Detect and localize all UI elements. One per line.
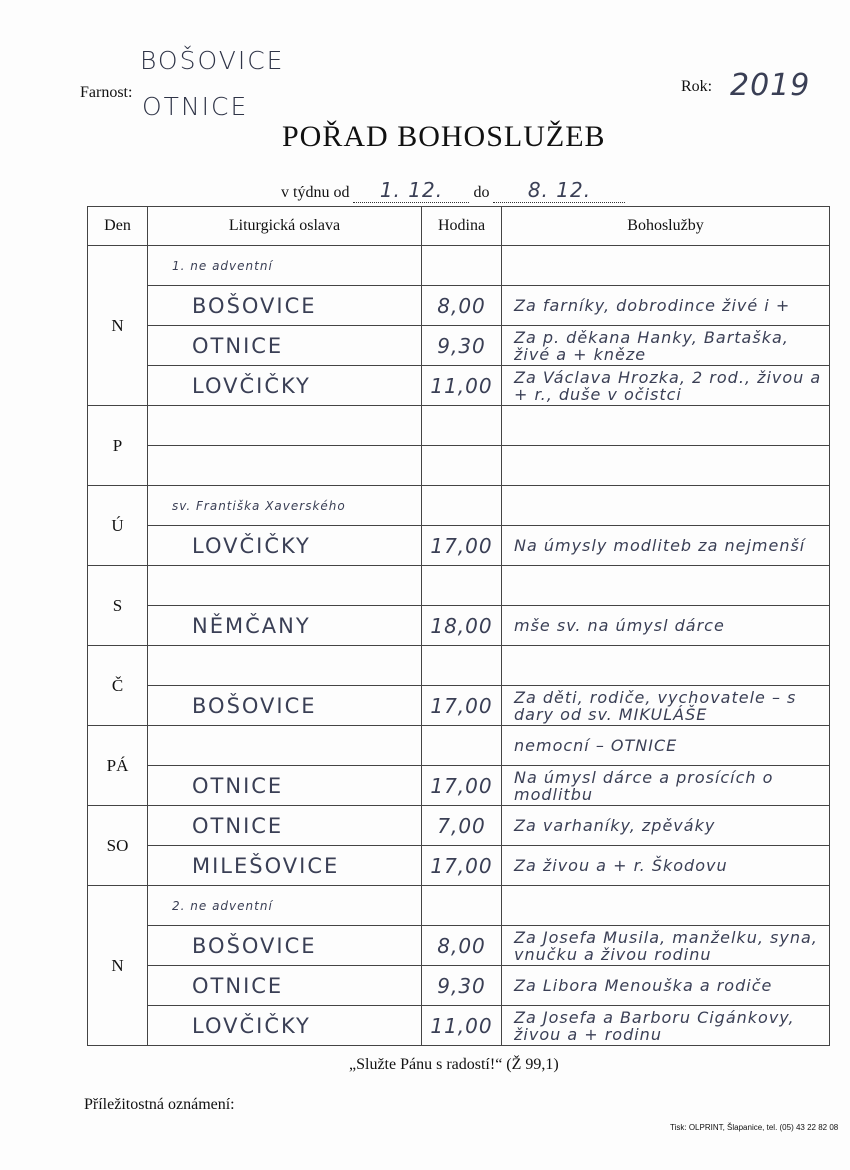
hour-cell: 17,00: [422, 766, 502, 806]
hour-cell: 8,00: [422, 286, 502, 326]
service-cell: Za p. děkana Hanky, Bartaška, živé a + kněze: [502, 326, 830, 366]
table-row: [88, 686, 830, 726]
day-cell: PÁ: [88, 726, 148, 806]
week-from-label: v týdnu od: [281, 184, 350, 201]
hour-cell: 11,00: [422, 366, 502, 406]
table-row: [88, 246, 830, 286]
table-row: [88, 926, 830, 966]
table-row: [88, 446, 830, 486]
service-cell: Za farníky, dobrodince živé i +: [502, 286, 830, 326]
table-row: [88, 886, 830, 926]
parish-label: Farnost:: [80, 84, 133, 101]
table-row: [88, 566, 830, 606]
day-cell: Ú: [88, 486, 148, 566]
service-cell: Za děti, rodiče, vychovatele – s dary od sv. MIKULÁŠE: [502, 686, 830, 726]
hour-cell: 17,00: [422, 686, 502, 726]
table-header-row: [88, 207, 830, 246]
service-cell: Na úmysly modliteb za nejmenší: [502, 526, 830, 566]
day-cell: S: [88, 566, 148, 646]
week-to-field: [493, 178, 625, 203]
table-row: [88, 846, 830, 886]
service-cell: [502, 446, 830, 486]
celebration-cell: [148, 446, 422, 486]
hour-cell: [422, 886, 502, 926]
table-row: [88, 366, 830, 406]
table-row: [88, 806, 830, 846]
celebration-cell: OTNICE: [148, 806, 422, 846]
hour-cell: 7,00: [422, 806, 502, 846]
service-cell: Za živou a + r. Škodovu: [502, 846, 830, 886]
celebration-cell: [148, 726, 422, 766]
hour-cell: [422, 646, 502, 686]
table-row: [88, 486, 830, 526]
service-cell: Za Václava Hrozka, 2 rod., živou a + r., duše v očistci: [502, 366, 830, 406]
column-header-celebration: Liturgická oslava: [148, 207, 422, 246]
celebration-cell: MILEŠOVICE: [148, 846, 422, 886]
service-cell: Za Libora Menouška a rodiče: [502, 966, 830, 1006]
hour-cell: 17,00: [422, 526, 502, 566]
table-row: [88, 966, 830, 1006]
celebration-cell: 1. ne adventní: [148, 246, 422, 286]
service-cell: Za varhaníky, zpěváky: [502, 806, 830, 846]
day-cell: P: [88, 406, 148, 486]
column-header-day: Den: [88, 207, 148, 246]
day-cell: SO: [88, 806, 148, 886]
celebration-cell: OTNICE: [148, 766, 422, 806]
announcements-label: Příležitostná oznámení:: [84, 1096, 235, 1113]
table-row: [88, 526, 830, 566]
celebration-cell: LOVČIČKY: [148, 1006, 422, 1046]
service-cell: nemocní – OTNICE: [502, 726, 830, 766]
celebration-cell: 2. ne adventní: [148, 886, 422, 926]
printer-imprint: Tisk: OLPRINT, Šlapanice, tel. (05) 43 22 82 08: [670, 1123, 839, 1132]
hour-cell: [422, 566, 502, 606]
celebration-cell: LOVČIČKY: [148, 526, 422, 566]
week-to-label: do: [473, 184, 490, 201]
week-from-field: [353, 178, 469, 203]
parish-name-line2: OTNICE: [142, 92, 249, 121]
celebration-cell: LOVČIČKY: [148, 366, 422, 406]
hour-cell: [422, 486, 502, 526]
service-cell: [502, 486, 830, 526]
hour-cell: [422, 246, 502, 286]
week-from-value: 1. 12.: [379, 178, 444, 202]
celebration-cell: BOŠOVICE: [148, 926, 422, 966]
celebration-cell: [148, 566, 422, 606]
hour-cell: 17,00: [422, 846, 502, 886]
schedule-table: [87, 206, 830, 1046]
table-row: [88, 286, 830, 326]
celebration-cell: BOŠOVICE: [148, 286, 422, 326]
service-cell: Na úmysl dárce a prosících o modlitbu: [502, 766, 830, 806]
service-cell: [502, 566, 830, 606]
table-row: [88, 726, 830, 766]
celebration-cell: [148, 406, 422, 446]
table-row: [88, 326, 830, 366]
table-row: [88, 606, 830, 646]
celebration-cell: OTNICE: [148, 966, 422, 1006]
page-title: POŘAD BOHOSLUŽEB: [282, 120, 606, 153]
column-header-services: Bohoslužby: [502, 207, 830, 246]
day-cell: N: [88, 886, 148, 1046]
hour-cell: [422, 446, 502, 486]
service-cell: Za Josefa Musila, manželku, syna, vnučku a živou rodinu: [502, 926, 830, 966]
schedule-body: [88, 246, 830, 1046]
service-cell: [502, 886, 830, 926]
motto: „Služte Pánu s radostí!“ (Ž 99,1): [349, 1056, 559, 1073]
hour-cell: 9,30: [422, 326, 502, 366]
celebration-cell: OTNICE: [148, 326, 422, 366]
parish-name-line1: BOŠOVICE: [140, 46, 285, 75]
hour-cell: 9,30: [422, 966, 502, 1006]
service-cell: Za Josefa a Barboru Cigánkovy, živou a + rodinu: [502, 1006, 830, 1046]
year-label: Rok:: [681, 78, 713, 95]
day-cell: Č: [88, 646, 148, 726]
celebration-cell: [148, 646, 422, 686]
hour-cell: 11,00: [422, 1006, 502, 1046]
service-cell: [502, 406, 830, 446]
hour-cell: [422, 406, 502, 446]
service-cell: mše sv. na úmysl dárce: [502, 606, 830, 646]
service-cell: [502, 246, 830, 286]
week-line: [281, 178, 625, 203]
hour-cell: 18,00: [422, 606, 502, 646]
celebration-cell: NĚMČANY: [148, 606, 422, 646]
table-row: [88, 406, 830, 446]
table-row: [88, 766, 830, 806]
celebration-cell: BOŠOVICE: [148, 686, 422, 726]
year-value: 2019: [730, 68, 811, 103]
table-row: [88, 646, 830, 686]
day-cell: N: [88, 246, 148, 406]
celebration-cell: sv. Františka Xaverského: [148, 486, 422, 526]
week-to-value: 8. 12.: [527, 178, 592, 202]
column-header-hour: Hodina: [422, 207, 502, 246]
service-cell: [502, 646, 830, 686]
table-row: [88, 1006, 830, 1046]
hour-cell: 8,00: [422, 926, 502, 966]
hour-cell: [422, 726, 502, 766]
